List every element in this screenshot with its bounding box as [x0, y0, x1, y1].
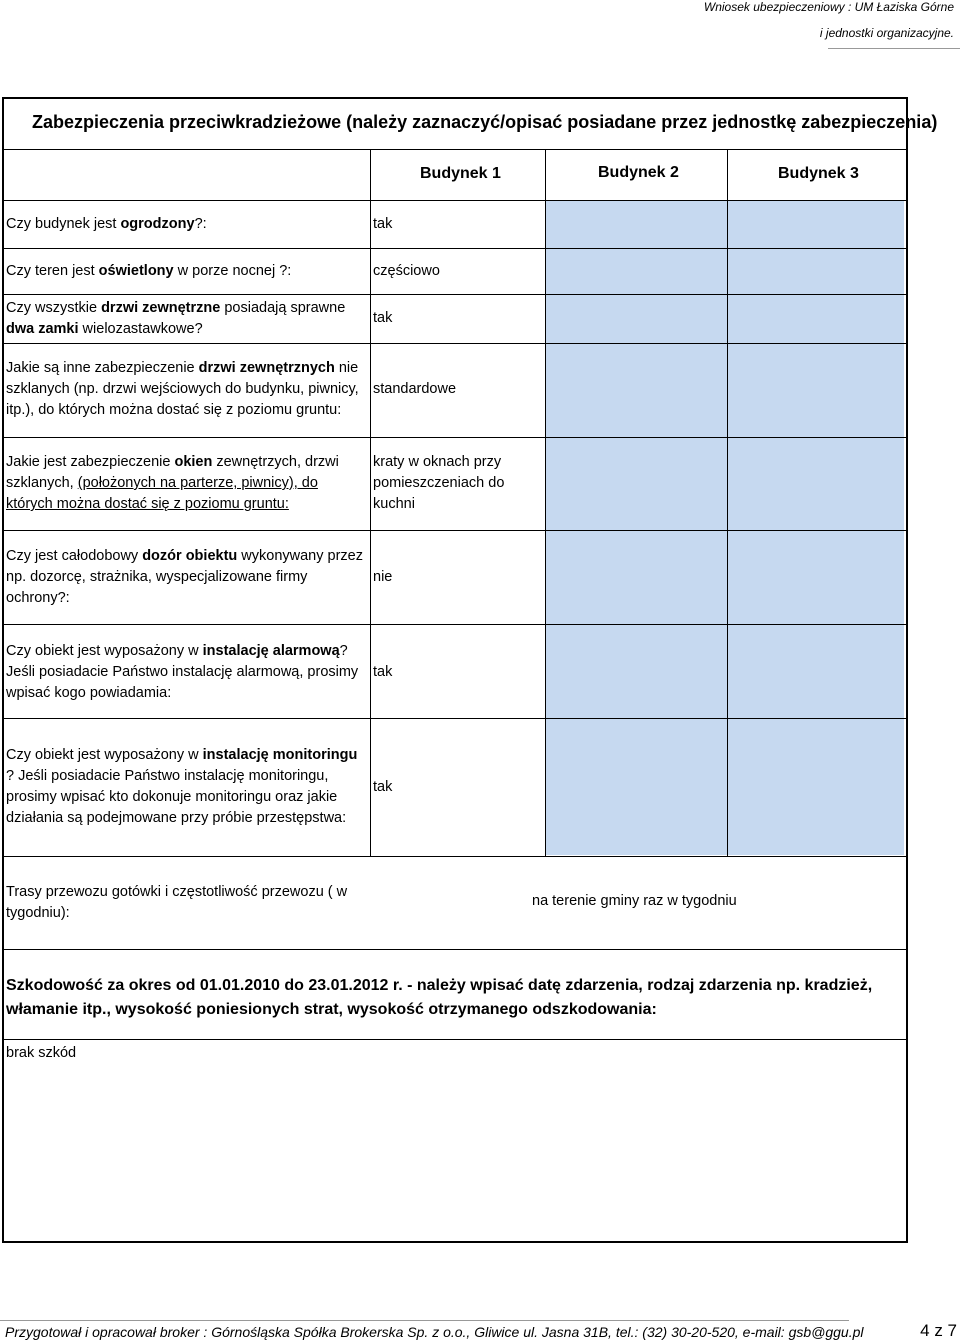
column-header-budynek-2: Budynek 2 [598, 164, 679, 181]
column-divider [545, 149, 546, 856]
answer-door-locks[interactable]: tak [373, 310, 393, 326]
header-rule [828, 48, 960, 49]
row-divider [2, 624, 906, 625]
row-divider [2, 718, 906, 719]
question-lighting: Czy teren jest oświetlony w porze nocnej ?: [6, 263, 292, 279]
question-cash-transport: Trasy przewozu gotówki i częstotliwość przewozu ( w tygodniu): [6, 884, 348, 921]
budynek-3-input-column[interactable] [728, 201, 904, 855]
row-divider [2, 437, 906, 438]
column-header-budynek-1: Budynek 1 [420, 165, 501, 182]
document-header-title: Wniosek ubezpieczeniowy : UM Łaziska Górne [703, 0, 954, 14]
footer-broker-info: Przygotował i opracował broker : Górnośląska Spółka Brokerska Sp. z o.o., Gliwice ul. Jasna 31B, tel.: (32) 30-20-520, e-mail: gsb@ggu.pl [5, 1324, 864, 1340]
row-divider [2, 248, 906, 249]
column-divider [370, 149, 371, 856]
answer-window-security[interactable]: kraty w oknach przy pomieszczeniach do kuchni [373, 454, 505, 512]
section-title: Zabezpieczenia przeciwkradzieżowe (należy zaznaczyć/opisać posiadane przez jednostkę zabezpieczenia) [32, 112, 938, 132]
question-monitoring: Czy obiekt jest wyposażony w instalację monitoringu ? Jeśli posiadacie Państwo instalację monitoringu, prosimy wpisać kto dokonuje monitoringu oraz jakie działania są podejmowane przy próbie przestępstwa: [6, 747, 358, 826]
budynek-2-input-column[interactable] [546, 201, 727, 855]
claims-answer[interactable]: brak szkód [6, 1045, 77, 1061]
row-divider [2, 149, 906, 150]
answer-cash-transport[interactable]: na terenie gminy raz w tygodniu [532, 893, 737, 909]
answer-guard[interactable]: nie [373, 569, 393, 585]
question-fence: Czy budynek jest ogrodzony?: [6, 216, 207, 232]
row-divider [2, 294, 906, 295]
column-header-budynek-3: Budynek 3 [778, 165, 859, 182]
row-divider [2, 949, 906, 950]
row-divider [2, 1039, 906, 1040]
question-window-security: Jakie jest zabezpieczenie okien zewnętrzych, drzwi szklanych, (położonych na parterze, piwnicy), do których można dostać się z poziomu gruntu: [6, 454, 339, 512]
question-door-security: Jakie są inne zabezpieczenie drzwi zewnętrznych nie szklanych (np. drzwi wejściowych do budynku, piwnicy, itp.), do których można dostać się z poziomu gruntu: [6, 360, 359, 418]
answer-fence[interactable]: tak [373, 216, 393, 232]
answer-alarm[interactable]: tak [373, 664, 393, 680]
column-divider [727, 149, 728, 856]
page-number: 4 z 7 [920, 1321, 957, 1340]
question-door-locks: Czy wszystkie drzwi zewnętrzne posiadają sprawne dwa zamki wielozastawkowe? [6, 300, 346, 337]
claims-question: Szkodowość za okres od 01.01.2010 do 23.01.2012 r. - należy wpisać datę zdarzenia, rodzaj zdarzenia np. kradzież, włamanie itp., wysokość poniesionych strat, wysokość otrzymanego odszkodowania: [6, 977, 873, 1018]
answer-lighting[interactable]: częściowo [373, 263, 440, 279]
answer-monitoring[interactable]: tak [373, 779, 393, 795]
question-guard: Czy jest całodobowy dozór obiektu wykonywany przez np. dozorcę, strażnika, wyspecjalizowane firmy ochrony?: [6, 548, 363, 606]
answer-door-security[interactable]: standardowe [373, 381, 457, 397]
question-alarm: Czy obiekt jest wyposażony w instalację alarmową? Jeśli posiadacie Państwo instalację alarmową, prosimy wpisać kogo powiadamia: [6, 643, 359, 701]
document-header-subtitle: i jednostki organizacyjne. [819, 26, 954, 40]
row-divider [2, 530, 906, 531]
row-divider [2, 343, 906, 344]
row-divider [2, 200, 906, 201]
row-divider [2, 856, 906, 857]
footer-rule [0, 1320, 849, 1321]
